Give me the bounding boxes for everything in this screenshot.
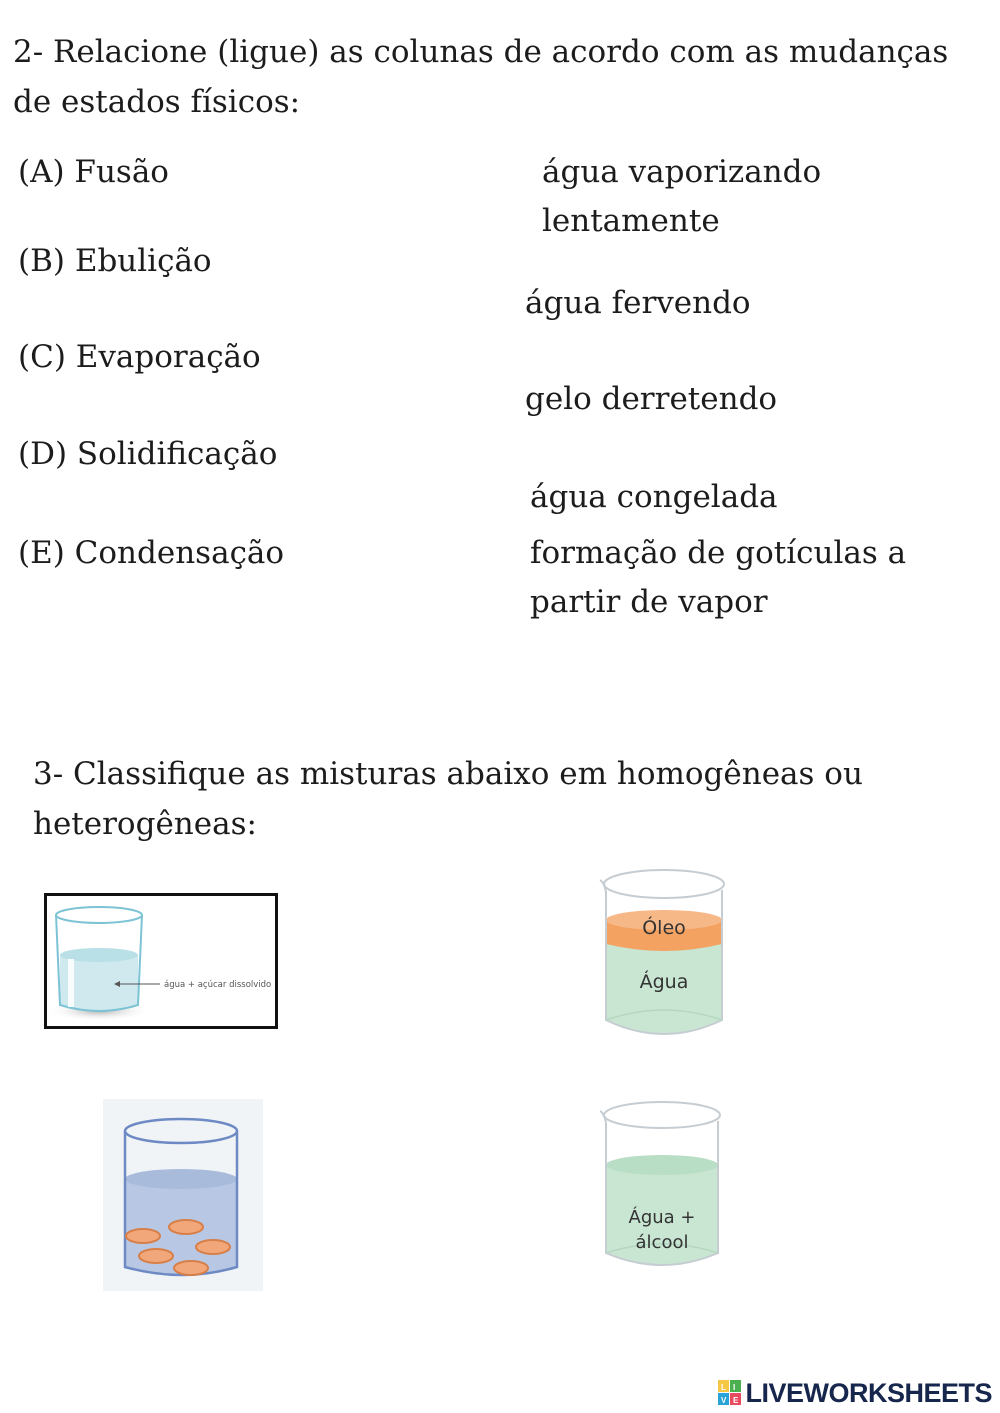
oil-label: Óleo (642, 917, 686, 939)
svg-text:E: E (733, 1396, 739, 1405)
q2-right-item4: água congelada (530, 479, 778, 515)
q2-right-item5-line1: formação de gotículas a (530, 535, 907, 571)
orange-drop (126, 1229, 160, 1243)
orange-drop (139, 1249, 173, 1263)
q2-right-item3: gelo derretendo (525, 381, 778, 417)
liveworksheets-logo (718, 1376, 992, 1410)
water-alcohol-label-line2: álcool (635, 1232, 689, 1253)
q2-title-line1: 2- Relacione (ligue) as colunas de acordo com as mudanças (13, 34, 949, 70)
sugar-water-label: água + açúcar dissolvido (164, 980, 272, 990)
q2-right-item1-line1: água vaporizando (542, 154, 822, 190)
water-alcohol-label-line1: Água + (628, 1207, 696, 1228)
q2-right-item1-line2: lentamente (542, 203, 720, 239)
orange-drop (174, 1261, 208, 1275)
q3-title-line2: heterogêneas: (33, 806, 257, 842)
q2-left-item-b: (B) Ebulição (18, 243, 212, 279)
q2-left-item-e: (E) Condensação (18, 535, 285, 571)
water-label: Água (639, 971, 689, 993)
orange-drop (196, 1240, 230, 1254)
q2-right-item5-line2: partir de vapor (530, 584, 768, 620)
beaker-oil-water-image (596, 860, 736, 1042)
q3-title-line1: 3- Classifique as misturas abaixo em homogêneas ou (33, 756, 863, 792)
svg-text:I: I (733, 1383, 736, 1392)
beaker-sugar-water-image (44, 893, 278, 1029)
q2-left-item-a: (A) Fusão (18, 154, 169, 190)
q2-left-item-c: (C) Evaporação (18, 339, 261, 375)
beaker-drops-image (103, 1099, 263, 1291)
liveworksheets-logo-text: LIVEWORKSHEETS (745, 1377, 992, 1408)
q2-right-item2: água fervendo (525, 285, 751, 321)
q2-title-line2: de estados físicos: (13, 84, 301, 120)
beaker-water-alcohol-image (596, 1093, 730, 1273)
orange-drop (169, 1220, 203, 1234)
svg-text:L: L (721, 1383, 727, 1392)
q2-left-item-d: (D) Solidificação (18, 436, 278, 472)
svg-text:V: V (721, 1396, 727, 1405)
liveworksheets-logo-icon (718, 1380, 742, 1406)
